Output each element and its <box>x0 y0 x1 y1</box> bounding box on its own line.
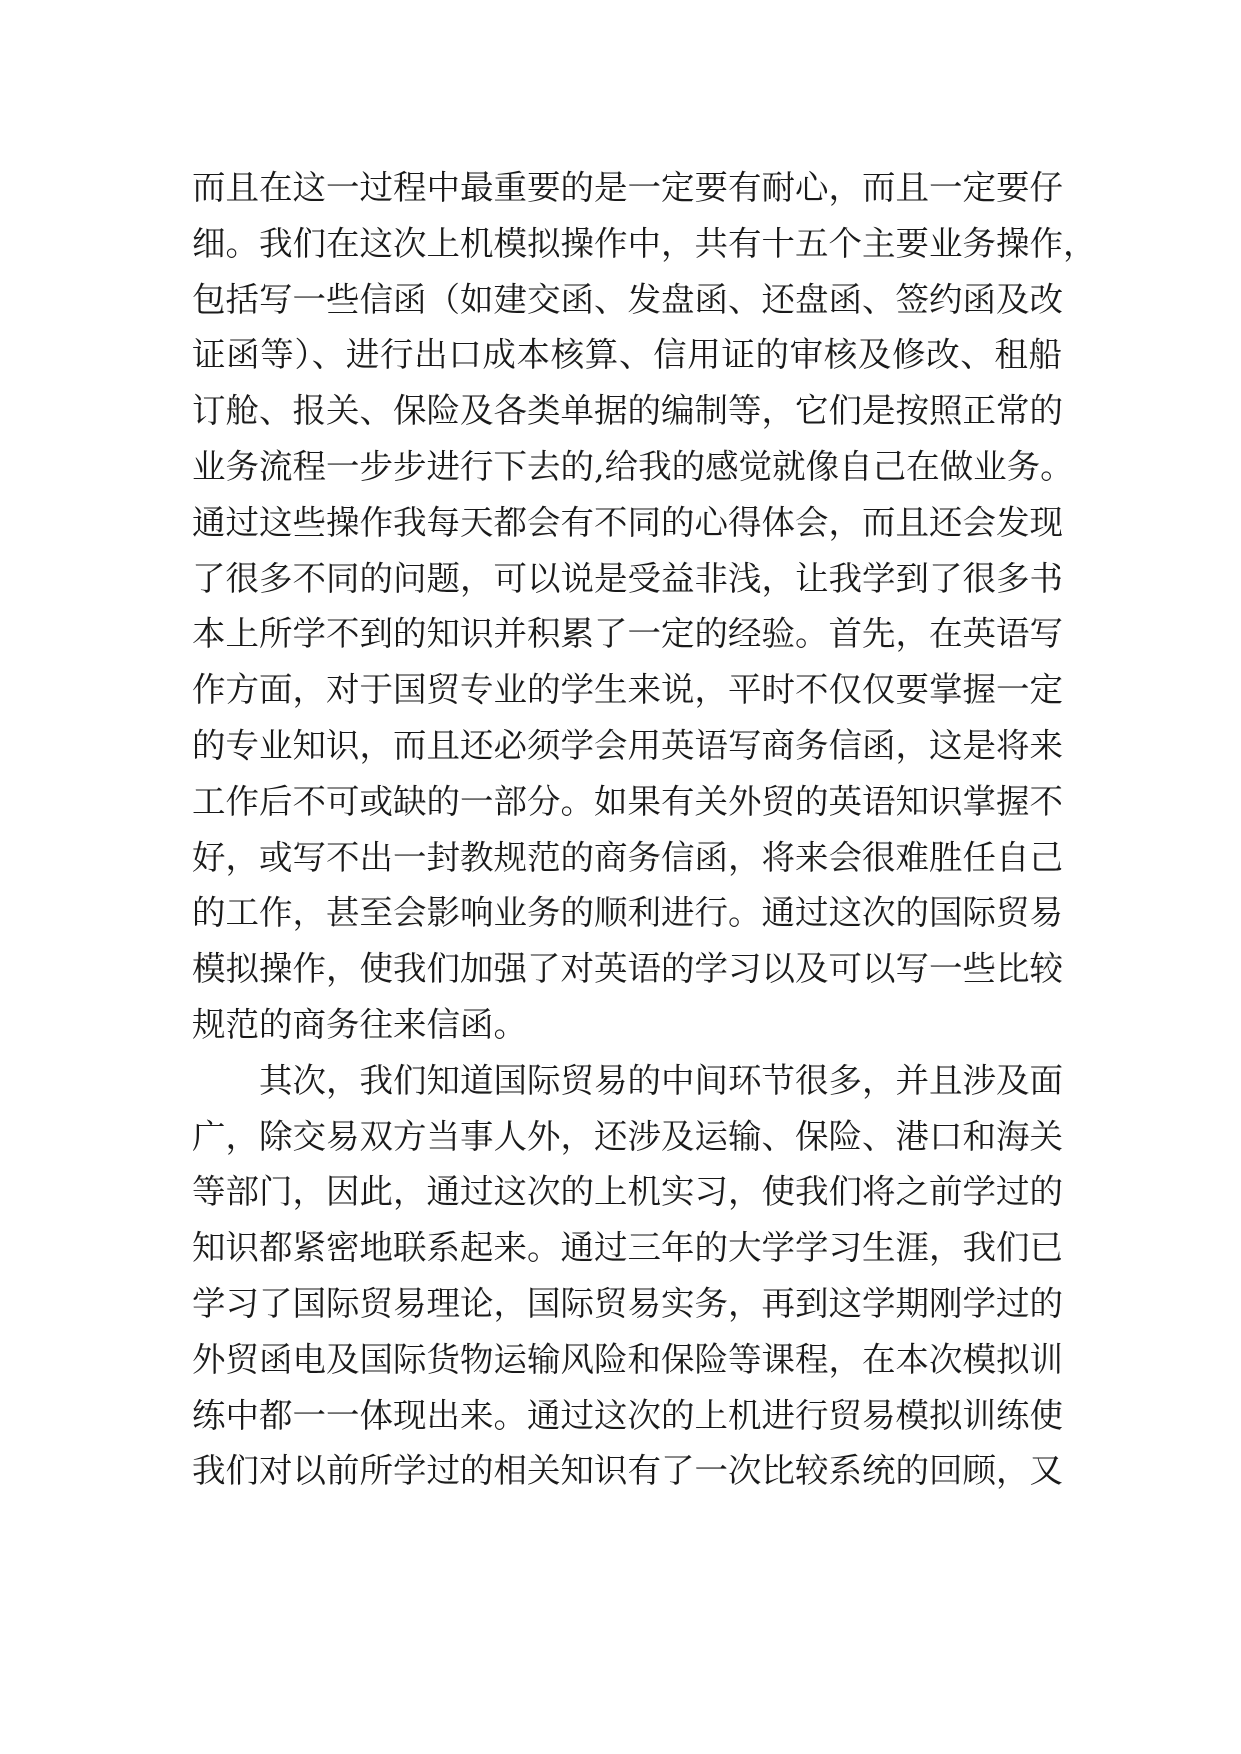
text-line: 学习了国际贸易理论，国际贸易实务，再到这学期刚学过的 <box>192 1283 1063 1323</box>
text-line: 模拟操作，使我们加强了对英语的学习以及可以写一些比较 <box>192 949 1063 989</box>
text-line: 订舱、报关、保险及各类单据的编制等，它们是按照正常的 <box>192 391 1063 431</box>
text-line: 业务流程一步步进行下去的,给我的感觉就像自己在做业务。 <box>192 446 1074 486</box>
text-line: 而且在这一过程中最重要的是一定要有耐心，而且一定要仔 <box>192 168 1063 207</box>
text-line: 练中都一一体现出来。通过这次的上机进行贸易模拟训练使 <box>192 1395 1063 1435</box>
text-line: 好，或写不出一封教规范的商务信函，将来会很难胜任自己 <box>192 837 1063 877</box>
text-line: 了很多不同的问题，可以说是受益非浅，让我学到了很多书 <box>192 558 1063 598</box>
text-line: 其次，我们知道国际贸易的中间环节很多，并且涉及面 <box>259 1060 1063 1100</box>
text-line: 证函等）、进行出口成本核算、信用证的审核及修改、租船 <box>192 335 1062 375</box>
text-line: 包括写一些信函（如建交函、发盘函、还盘函、签约函及改 <box>192 279 1063 319</box>
text-line: 广，除交易双方当事人外，还涉及运输、保险、港口和海关 <box>192 1116 1063 1156</box>
paragraph-2 <box>192 1053 1062 1499</box>
text-line: 我们对以前所学过的相关知识有了一次比较系统的回顾，又 <box>192 1451 1063 1491</box>
text-line: 细。我们在这次上机模拟操作中，共有十五个主要业务操作， <box>192 223 1097 263</box>
document-body <box>192 160 1097 1499</box>
text-line: 规范的商务往来信函。 <box>192 1004 527 1044</box>
text-line: 知识都紧密地联系起来。通过三年的大学学习生涯，我们已 <box>192 1228 1063 1268</box>
text-line: 等部门，因此，通过这次的上机实习，使我们将之前学过的 <box>192 1172 1063 1212</box>
text-line: 通过这些操作我每天都会有不同的心得体会，而且还会发现 <box>192 502 1063 542</box>
text-line: 工作后不可或缺的一部分。如果有关外贸的英语知识掌握不 <box>192 781 1063 821</box>
paragraph-1 <box>192 160 1097 1053</box>
text-line: 作方面，对于国贸专业的学生来说，平时不仅仅要掌握一定 <box>192 670 1063 710</box>
text-line: 本上所学不到的知识并积累了一定的经验。首先，在英语写 <box>192 614 1063 654</box>
text-line: 的工作，甚至会影响业务的顺利进行。通过这次的国际贸易 <box>192 893 1063 933</box>
text-line: 外贸函电及国际货物运输风险和保险等课程，在本次模拟训 <box>192 1339 1063 1379</box>
text-line: 的专业知识，而且还必须学会用英语写商务信函，这是将来 <box>192 725 1063 765</box>
